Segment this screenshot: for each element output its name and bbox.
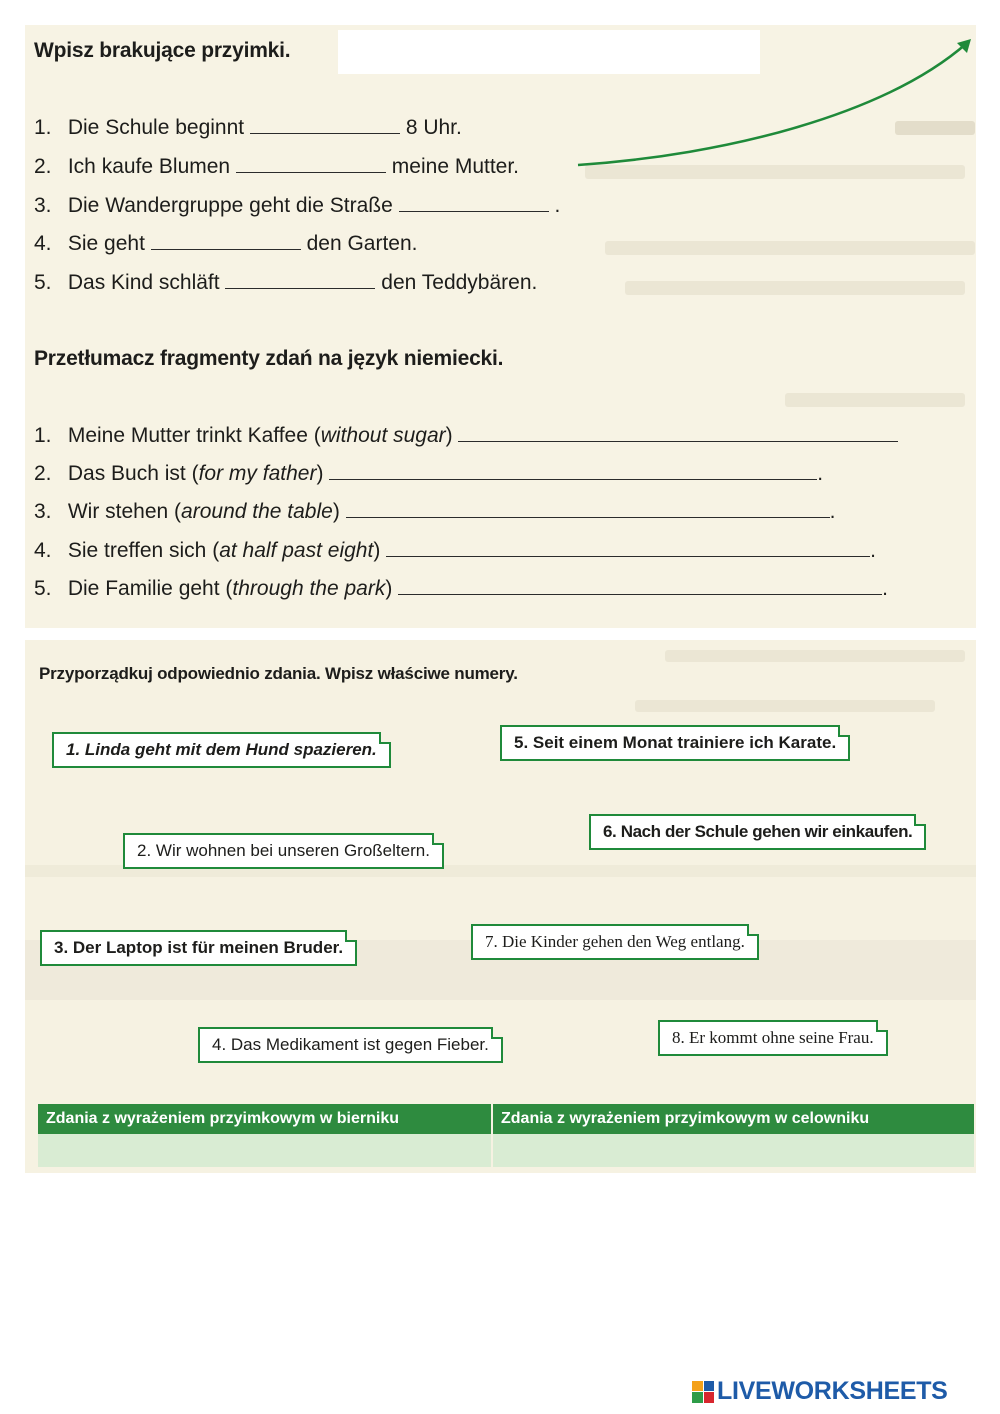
sentence-card-8[interactable]: 8. Er kommt ohne seine Frau.: [658, 1020, 888, 1056]
item-number: 3.: [34, 500, 52, 523]
logo-text: LIVEWORKSHEETS: [717, 1377, 948, 1405]
exercise2-item: 3. Wir stehen (around the table) .: [34, 500, 836, 523]
item-text: .: [554, 194, 561, 217]
table-row: [38, 1134, 974, 1167]
item-text: Sie treffen sich: [67, 539, 207, 562]
item-text: Ich kaufe Blumen: [67, 155, 231, 178]
english-hint: at half past eight: [219, 539, 374, 562]
exercise1-title: Wpisz brakujące przyimki.: [34, 39, 291, 62]
item-text: Wir stehen: [67, 500, 169, 523]
item-text: .: [829, 500, 836, 523]
item-text: Meine Mutter trinkt Kaffee: [67, 424, 308, 447]
drop-zone-accusative[interactable]: [38, 1134, 493, 1167]
english-hint: without sugar: [320, 424, 446, 447]
sentence-card-1[interactable]: 1. Linda geht mit dem Hund spazieren.: [52, 732, 391, 768]
item-number: 1.: [34, 116, 52, 139]
exercise2-item: 2. Das Buch ist (for my father) .: [34, 462, 824, 485]
answer-blank[interactable]: [346, 502, 830, 518]
drop-zone-dative[interactable]: [493, 1134, 974, 1167]
exercise2-item: 1. Meine Mutter trinkt Kaffee (without sugar): [34, 424, 898, 448]
sentence-card-3[interactable]: 3. Der Laptop ist für meinen Bruder.: [40, 930, 357, 966]
item-text: meine Mutter.: [391, 155, 520, 178]
answer-blank[interactable]: [386, 541, 870, 557]
answer-blank[interactable]: [398, 579, 882, 595]
curved-arrow-icon: [25, 25, 976, 628]
exercise2-title: Przetłumacz fragmenty zdań na język niemiecki.: [34, 347, 504, 370]
english-hint: around the table: [181, 500, 333, 523]
worksheet-scan-bottom: [25, 640, 976, 1173]
item-text: den Garten.: [306, 232, 418, 255]
english-hint: for my father: [198, 462, 317, 485]
item-text: .: [870, 539, 876, 562]
item-number: 4.: [34, 232, 52, 255]
item-number: 4.: [34, 539, 52, 562]
liveworksheets-logo-icon: [692, 1381, 714, 1403]
exercise2-item: 4. Sie treffen sich (at half past eight) .: [34, 539, 876, 562]
english-hint: through the park: [232, 577, 386, 600]
table-header-row: [38, 1104, 974, 1134]
answer-blank[interactable]: [329, 464, 817, 480]
sentence-card-2[interactable]: 2. Wir wohnen bei unseren Großeltern.: [123, 833, 444, 869]
item-text: .: [817, 462, 824, 485]
sentence-card-7[interactable]: 7. Die Kinder gehen den Weg entlang.: [471, 924, 759, 960]
worksheet-scan-top: [25, 25, 976, 628]
item-text: Die Wandergruppe geht die Straße: [67, 194, 393, 217]
exercise3-title: Przyporządkuj odpowiednio zdania. Wpisz właściwe numery.: [39, 664, 518, 683]
item-number: 2.: [34, 155, 52, 178]
item-text: Das Buch ist: [67, 462, 186, 485]
item-text: 8 Uhr.: [405, 116, 462, 139]
item-text: .: [882, 577, 889, 600]
item-number: 2.: [34, 462, 52, 485]
item-number: 5.: [34, 271, 52, 294]
answer-table: [38, 1104, 974, 1167]
item-text: Die Schule beginnt: [67, 116, 245, 139]
column-header-accusative: Zdania z wyrażeniem przyimkowym w bierniku: [38, 1104, 493, 1134]
item-text: Die Familie geht: [67, 577, 220, 600]
item-number: 1.: [34, 424, 52, 447]
sentence-card-5[interactable]: 5. Seit einem Monat trainiere ich Karate.: [500, 725, 850, 761]
liveworksheets-logo[interactable]: [692, 1377, 948, 1406]
bleed-through-decoration: [635, 700, 935, 712]
sentence-card-6[interactable]: 6. Nach der Schule gehen wir einkaufen.: [589, 814, 926, 850]
column-header-dative: Zdania z wyrażeniem przyimkowym w celowniku: [501, 1110, 870, 1127]
exercise2-item: 5. Die Familie geht (through the park) .: [34, 577, 889, 600]
item-text: den Teddybären.: [381, 271, 538, 294]
item-text: Das Kind schläft: [67, 271, 220, 294]
item-text: Sie geht: [67, 232, 145, 255]
bleed-through-decoration: [665, 650, 965, 662]
sentence-card-4[interactable]: 4. Das Medikament ist gegen Fieber.: [198, 1027, 503, 1063]
item-number: 3.: [34, 194, 52, 217]
item-number: 5.: [34, 577, 52, 600]
answer-blank[interactable]: [458, 426, 898, 442]
